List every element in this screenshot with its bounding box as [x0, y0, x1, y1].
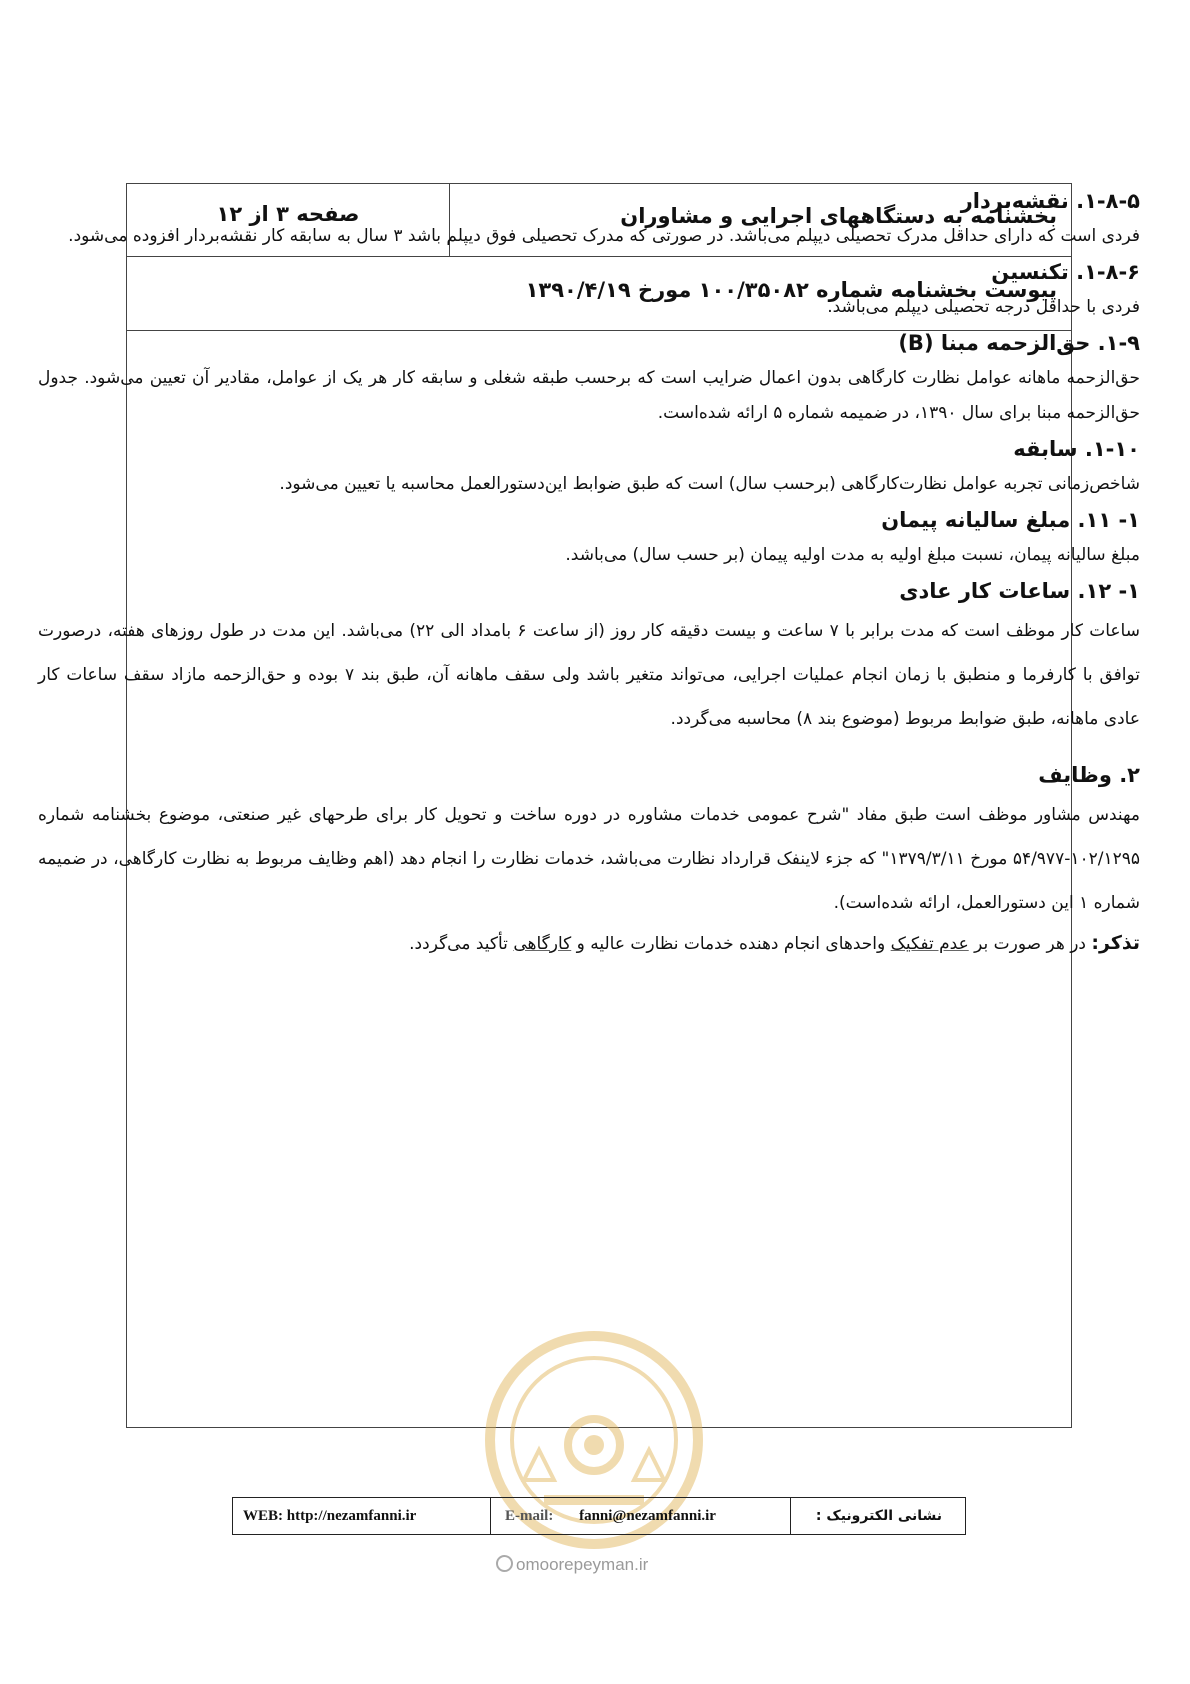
note-label: تذکر: [1091, 932, 1140, 954]
section-heading: ۱-۹. حق‌الزحمه مبنا (B) [898, 331, 1140, 355]
section-text: فردی است که دارای حداقل مدرک تحصیلی دیپلم می‌باشد. در صورتی که مدرک تحصیلی فوق دیپلم باشد ۳ سال به سابقه کار نقشه‌بردار افزوده می‌شود. [68, 226, 1140, 246]
section-heading: ۱-۸-۶. تکنسین [991, 260, 1140, 284]
section-text: شاخص‌زمانی تجربه عوامل نظارت‌کارگاهی (برحسب سال) است که طبق ضوابط این‌دستورالعمل محاسبه یا تعیین می‌شود. [279, 474, 1140, 494]
footer-email-label: E-mail: [505, 1508, 554, 1524]
section-text: فردی با حداقل درجه تحصیلی دیپلم می‌باشد. [827, 297, 1140, 317]
document-subtitle: پیوست بخشنامه شماره ۱۰۰/۳۵۰۸۲ مورخ ۱۳۹۰/۴/۱۹ [525, 278, 1057, 302]
watermark-text: omoorepeyman.ir [516, 1555, 649, 1574]
at-icon [496, 1555, 513, 1572]
site-watermark [496, 1555, 648, 1575]
footer-contact-table [232, 1497, 966, 1535]
note-emphasis: عدم تفکیک [890, 934, 969, 954]
page-number: صفحه ۳ از ۱۲ [127, 184, 450, 256]
section-text: ساعات کار موظف است که مدت برابر با ۷ ساعت و بیست دقیقه کار روز (از ساعت ۶ بامداد الی ۲۲) می‌باشد. این مدت در طول روزهای هفته، درصورت توافق با کارفرما و منطبق با زمان انجام عملیات اجرایی، می‌تواند متغیر باشد ولی سقف ماهانه آن، طبق بند ۷ بوده و حق‌الزحمه مازاد سقف ساعات کار عادی ماهانه، طبق ضوابط مربوط (موضوع بند ۸) محاسبه می‌گردد. [38, 621, 1140, 729]
footer-email-cell [491, 1498, 791, 1534]
note [38, 925, 1140, 962]
section-text: مبلغ سالیانه پیمان، نسبت مبلغ اولیه به مدت اولیه پیمان (بر حسب سال) می‌باشد. [565, 545, 1140, 565]
section-heading: ۱-۸-۵. نقشه‌بردار [960, 189, 1140, 213]
section-text: حق‌الزحمه ماهانه عوامل نظارت کارگاهی بدون اعمال ضرایب است که برحسب طبقه شغلی و سابقه کار هر یک از عوامل، مقادیر آن تعیین می‌شود. جدول حق‌الزحمه مبنا برای سال ۱۳۹۰، در ضمیمه شماره ۵ ارائه شده‌است. [38, 368, 1140, 423]
note-text: تأکید می‌گردد. [409, 934, 508, 954]
document-body [38, 183, 1140, 962]
section-heading: ۱-۱۰. سابقه [1013, 437, 1140, 461]
note-text: واحدهای انجام دهنده خدمات نظارت عالیه و [576, 934, 886, 954]
section-text: مهندس مشاور موظف است طبق مفاد "شرح عمومی خدمات مشاوره در دوره ساخت و تحویل کار برای طرحهای غیر صنعتی، موضوع بخشنامه شماره ۱۰۲/۱۲۹۵-۵۴/۹۷۷ مورخ ۱۳۷۹/۳/۱۱" که جزء لاینفک قرارداد نظارت می‌باشد، خدمات نظارت را انجام دهد (اهم وظایف مربوط به نظارت کارگاهی، در ضمیمه شماره ۱ این دستورالعمل، ارائه شده‌است). [38, 805, 1140, 913]
footer-address-label: نشانی الکترونیک : [815, 1508, 943, 1524]
note-emphasis: کارگاهی [513, 934, 572, 954]
section-heading: ۱- ۱۱. مبلغ سالیانه پیمان [881, 508, 1140, 532]
footer-web[interactable]: WEB: http://nezamfanni.ir [233, 1498, 491, 1534]
note-text: در هر صورت بر [974, 934, 1087, 954]
footer-email[interactable]: fanni@nezamfanni.ir [579, 1508, 716, 1524]
section-heading: ۱- ۱۲. ساعات کار عادی [899, 579, 1140, 603]
document-title: بخشنامه به دستگاههای اجرایی و مشاوران [620, 204, 1057, 228]
section-heading: ۲. وظایف [1038, 763, 1140, 787]
